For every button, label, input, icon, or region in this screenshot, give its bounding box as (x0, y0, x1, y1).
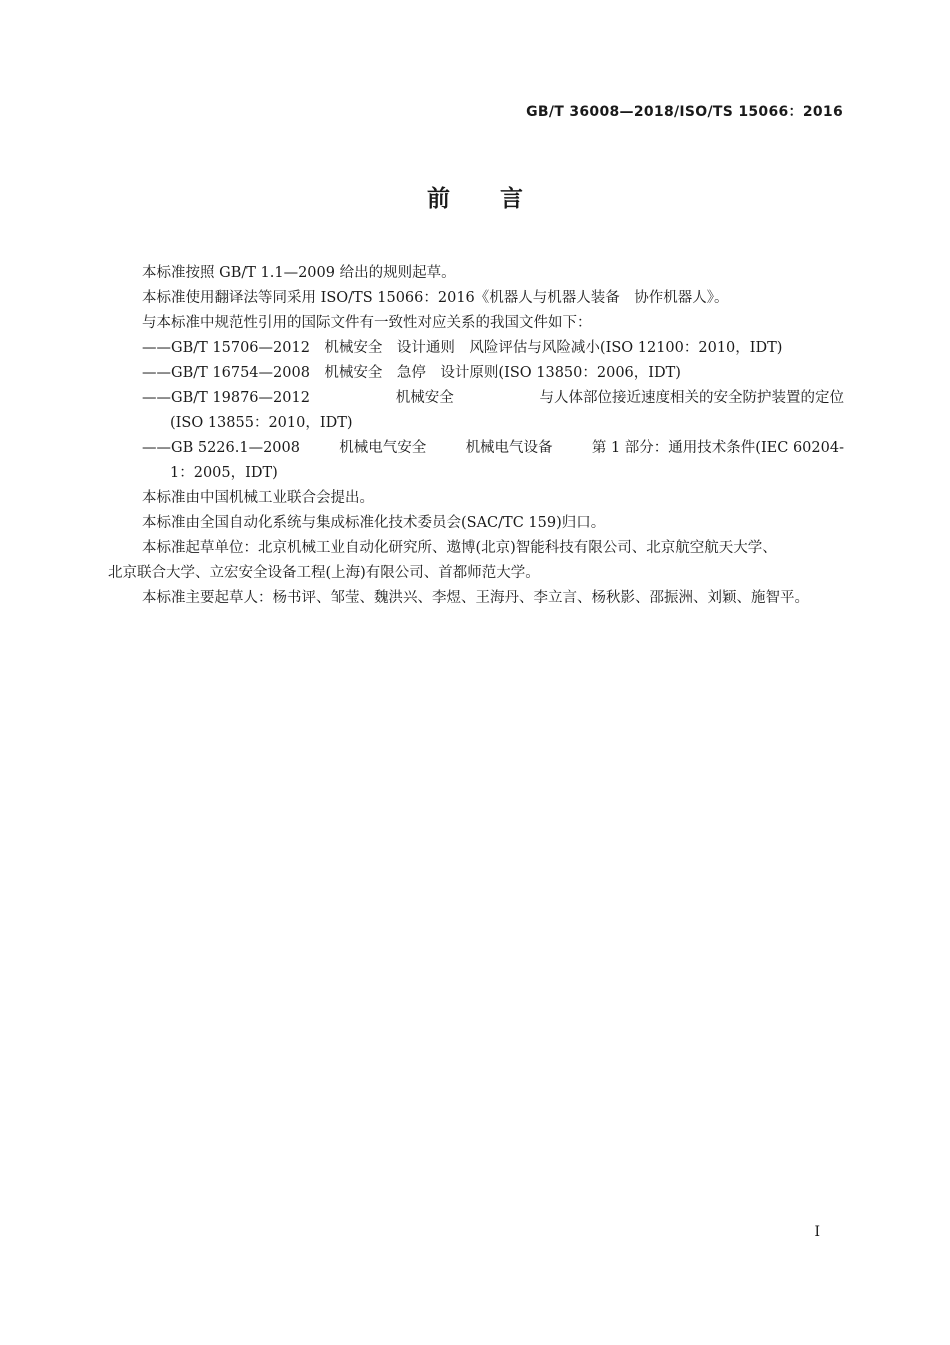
paragraph-drafting-units (108, 536, 844, 561)
paragraph-committee: 本标准由全国自动化系统与集成标准化技术委员会(SAC/TC 159)归口。 (142, 515, 606, 531)
drafting-units-line-2: 北京联合大学、立宏安全设备工程(上海)有限公司、首都师范大学。 (108, 565, 540, 581)
reference-item-3-code: ——GB/T 19876—2012 (142, 390, 310, 406)
page-title: 前言 (427, 186, 573, 212)
reference-item-2: ——GB/T 16754—2008 机械安全 急停 设计原则(ISO 13850：2006，IDT) (142, 365, 681, 381)
reference-item-3-continuation: (ISO 13855：2010，IDT) (170, 415, 353, 431)
page-number: I (814, 1224, 820, 1240)
standard-code: GB/T 36008—2018/ISO/TS 15066：2016 (526, 104, 843, 120)
reference-item-4-continuation: 1：2005，IDT) (170, 465, 278, 481)
drafting-units-line-1: 本标准起草单位：北京机械工业自动化研究所、遨博(北京)智能科技有限公司、北京航空航天大学、 (142, 540, 777, 556)
paragraph-drafting-rules: 本标准按照 GB/T 1.1—2009 给出的规则起草。 (142, 265, 456, 281)
reference-item-4-part-b: 机械电气设备 (465, 440, 553, 456)
reference-item-4-part-a: 机械电气安全 (339, 440, 427, 456)
reference-item-1: ——GB/T 15706—2012 机械安全 设计通则 风险评估与风险减小(ISO 12100：2010，IDT) (142, 340, 783, 356)
foreword-body (108, 261, 844, 611)
paragraph-drafters: 本标准主要起草人：杨书评、邹莹、魏洪兴、李煜、王海丹、李立言、杨秋影、邵振洲、刘颖、施智平。 (142, 590, 809, 606)
paragraph-references-intro: 与本标准中规范性引用的国际文件有一致性对应关系的我国文件如下： (142, 315, 592, 331)
reference-item-3-part-a: 机械安全 (395, 390, 454, 406)
reference-item-4 (108, 436, 844, 461)
reference-item-3-part-b: 与人体部位接近速度相关的安全防护装置的定位 (539, 390, 844, 406)
reference-item-4-part-c: 第 1 部分：通用技术条件(IEC 60204- (591, 440, 844, 456)
paragraph-adoption: 本标准使用翻译法等同采用 ISO/TS 15066：2016《机器人与机器人装备 协作机器人》。 (142, 290, 729, 306)
reference-item-4-code: ——GB 5226.1—2008 (142, 440, 300, 456)
reference-item-3 (108, 386, 844, 411)
paragraph-proposer: 本标准由中国机械工业联合会提出。 (142, 490, 374, 506)
